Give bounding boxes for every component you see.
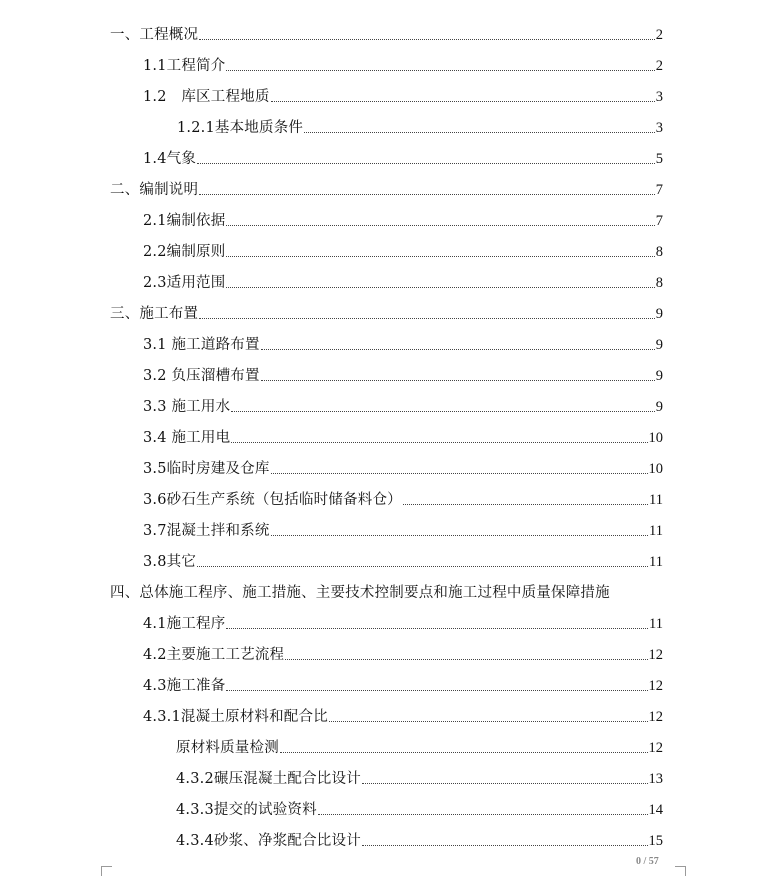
page-corner-mark-right bbox=[675, 866, 686, 876]
toc-entry-1-1[interactable] bbox=[143, 49, 663, 75]
toc-entry-label: 4.3施工准备 bbox=[143, 678, 226, 694]
toc-entry-3-5[interactable] bbox=[143, 452, 663, 478]
toc-entry-label: 一、工程概况 bbox=[110, 27, 199, 43]
dot-leader bbox=[199, 39, 655, 40]
toc-entry-2-3[interactable] bbox=[143, 266, 663, 292]
toc-entry-page: 9 bbox=[655, 306, 663, 322]
dot-leader bbox=[280, 752, 648, 753]
dot-leader bbox=[226, 628, 648, 629]
toc-entry-label: 1.4气象 bbox=[143, 151, 197, 167]
toc-entry-label: 3.4 施工用电 bbox=[143, 430, 231, 446]
toc-entry-label: 1.2 库区工程地质 bbox=[143, 89, 270, 105]
toc-entry-1-2[interactable] bbox=[143, 80, 663, 106]
toc-entry-page: 11 bbox=[649, 554, 663, 570]
toc-entry-label: 3.1 施工道路布置 bbox=[143, 337, 260, 353]
dot-leader bbox=[226, 256, 654, 257]
toc-entry-4-3[interactable] bbox=[143, 669, 663, 695]
toc-entry-page: 9 bbox=[655, 337, 663, 353]
toc-entry-page: 12 bbox=[648, 740, 663, 756]
dot-leader bbox=[271, 535, 648, 536]
toc-entry-page: 11 bbox=[649, 492, 663, 508]
toc-entry-label: 4.3.3提交的试验资料 bbox=[176, 802, 317, 818]
dot-leader bbox=[271, 101, 655, 102]
dot-leader bbox=[199, 318, 655, 319]
toc-entry-label: 2.2编制原则 bbox=[143, 244, 226, 260]
dot-leader bbox=[197, 566, 648, 567]
toc-entry-raw-material-testing[interactable] bbox=[176, 731, 663, 757]
toc-entry-label: 4.1施工程序 bbox=[143, 616, 226, 632]
toc-entry-1[interactable] bbox=[110, 18, 663, 44]
dot-leader bbox=[231, 411, 654, 412]
toc-entry-page: 8 bbox=[655, 244, 663, 260]
toc-entry-label: 4.3.2碾压混凝土配合比设计 bbox=[176, 771, 361, 787]
toc-entry-label: 3.2 负压溜槽布置 bbox=[143, 368, 260, 384]
toc-entry-3-2[interactable] bbox=[143, 359, 663, 385]
dot-leader bbox=[261, 349, 655, 350]
toc-entry-4[interactable] bbox=[110, 576, 673, 602]
toc-entry-page: 9 bbox=[655, 399, 663, 415]
toc-entry-4-2[interactable] bbox=[143, 638, 663, 664]
dot-leader bbox=[226, 287, 654, 288]
toc-entry-4-3-3[interactable] bbox=[176, 793, 663, 819]
toc-entry-3-7[interactable] bbox=[143, 514, 663, 540]
dot-leader bbox=[285, 659, 647, 660]
toc-entry-label: 三、施工布置 bbox=[110, 306, 199, 322]
toc-entry-2-1[interactable] bbox=[143, 204, 663, 230]
toc-entry-1-2-1[interactable] bbox=[177, 111, 663, 137]
toc-entry-1-4[interactable] bbox=[143, 142, 663, 168]
toc-entry-page: 12 bbox=[648, 709, 663, 725]
toc-entry-page: 5 bbox=[655, 151, 663, 167]
toc-entry-page: 10 bbox=[648, 430, 663, 446]
toc-entry-3-1[interactable] bbox=[143, 328, 663, 354]
dot-leader bbox=[362, 783, 648, 784]
toc-entry-label: 二、编制说明 bbox=[110, 182, 199, 198]
toc-entry-page: 3 bbox=[655, 120, 663, 136]
dot-leader bbox=[197, 163, 655, 164]
toc-entry-label: 3.6砂石生产系统（包括临时储备料仓） bbox=[143, 492, 402, 508]
dot-leader bbox=[304, 132, 655, 133]
dot-leader bbox=[403, 504, 648, 505]
toc-entry-label: 原材料质量检测 bbox=[176, 740, 279, 756]
dot-leader bbox=[271, 473, 648, 474]
toc-entry-label: 3.5临时房建及仓库 bbox=[143, 461, 270, 477]
toc-entry-page: 7 bbox=[655, 213, 663, 229]
dot-leader bbox=[226, 225, 654, 226]
toc-entry-label: 2.1编制依据 bbox=[143, 213, 226, 229]
toc-entry-4-3-4[interactable] bbox=[176, 824, 663, 850]
toc-entry-label: 3.3 施工用水 bbox=[143, 399, 231, 415]
toc-entry-3-3[interactable] bbox=[143, 390, 663, 416]
dot-leader bbox=[329, 721, 648, 722]
toc-entry-page: 13 bbox=[648, 771, 663, 787]
toc-entry-page: 11 bbox=[649, 523, 663, 539]
toc-entry-label: 4.3.4砂浆、净浆配合比设计 bbox=[176, 833, 361, 849]
toc-entry-2[interactable] bbox=[110, 173, 663, 199]
toc-entry-label: 3.7混凝土拌和系统 bbox=[143, 523, 270, 539]
toc-entry-2-2[interactable] bbox=[143, 235, 663, 261]
toc-entry-page: 2 bbox=[655, 58, 663, 74]
dot-leader bbox=[261, 380, 655, 381]
toc-entry-label: 四、总体施工程序、施工措施、主要技术控制要点和施工过程中质量保障措施 bbox=[110, 585, 610, 601]
dot-leader bbox=[362, 845, 648, 846]
toc-entry-page: 14 bbox=[648, 802, 663, 818]
toc-entry-4-3-2[interactable] bbox=[176, 762, 663, 788]
dot-leader bbox=[226, 690, 647, 691]
toc-entry-3[interactable] bbox=[110, 297, 663, 323]
toc-entry-label: 1.2.1基本地质条件 bbox=[177, 120, 304, 136]
toc-entry-3-8[interactable] bbox=[143, 545, 663, 571]
dot-leader bbox=[199, 194, 655, 195]
toc-entry-page: 15 bbox=[648, 833, 663, 849]
toc-entry-page: 7 bbox=[655, 182, 663, 198]
dot-leader bbox=[318, 814, 648, 815]
toc-entry-4-3-1[interactable] bbox=[143, 700, 663, 726]
toc-entry-label: 1.1工程简介 bbox=[143, 58, 226, 74]
toc-entry-page: 3 bbox=[655, 89, 663, 105]
dot-leader bbox=[226, 70, 654, 71]
dot-leader bbox=[231, 442, 647, 443]
toc-entry-label: 4.2主要施工工艺流程 bbox=[143, 647, 285, 663]
toc-entry-label: 3.8其它 bbox=[143, 554, 197, 570]
toc-entry-page: 11 bbox=[649, 616, 663, 632]
toc-entry-3-4[interactable] bbox=[143, 421, 663, 447]
toc-entry-4-1[interactable] bbox=[143, 607, 663, 633]
toc-entry-label: 2.3适用范围 bbox=[143, 275, 226, 291]
toc-entry-page: 12 bbox=[648, 647, 663, 663]
toc-entry-3-6[interactable] bbox=[143, 483, 663, 509]
toc-entry-label: 4.3.1混凝土原材料和配合比 bbox=[143, 709, 328, 725]
toc-entry-page: 8 bbox=[655, 275, 663, 291]
toc-entry-page: 9 bbox=[655, 368, 663, 384]
toc-entry-page: 2 bbox=[655, 27, 663, 43]
toc-entry-page: 12 bbox=[648, 678, 663, 694]
toc-entry-page: 10 bbox=[648, 461, 663, 477]
page-indicator: 0 / 57 bbox=[636, 856, 659, 867]
page-corner-mark-left bbox=[101, 866, 112, 876]
